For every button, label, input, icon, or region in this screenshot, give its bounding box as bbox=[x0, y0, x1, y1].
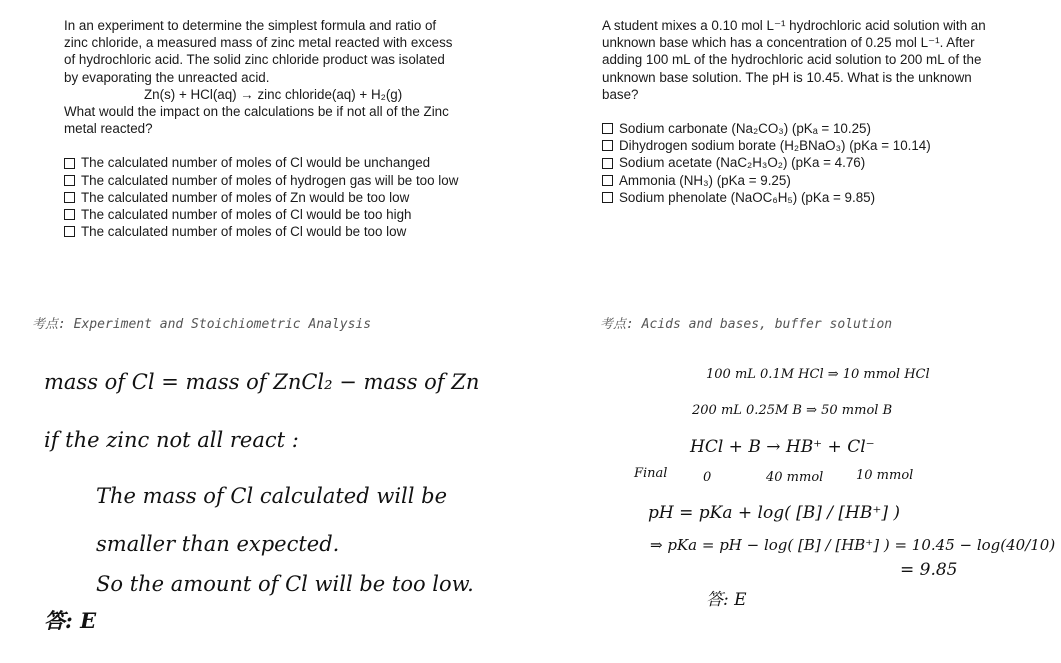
option-label: The calculated number of moles of Zn would be too low bbox=[81, 189, 410, 205]
pka-result: = 9.85 bbox=[900, 560, 958, 580]
left-prompt-line: What would the impact on the calculations be if not all of the Zinc bbox=[64, 104, 449, 120]
right-option[interactable] bbox=[602, 120, 1042, 137]
left-solution-line: mass of Cl = mass of ZnCl₂ − mass of Zn bbox=[44, 370, 480, 394]
checkbox-icon[interactable] bbox=[602, 158, 613, 169]
right-question bbox=[602, 17, 1042, 206]
left-question-line: of hydrochloric acid. The solid zinc chloride product was isolated bbox=[64, 52, 445, 68]
left-question-line: by evaporating the unreacted acid. bbox=[64, 69, 270, 85]
right-question-line: unknown base which has a concentration of 0.25 mol L⁻¹. After bbox=[602, 35, 975, 51]
left-prompt-line: metal reacted? bbox=[64, 121, 153, 137]
left-question-line: zinc chloride, a measured mass of zinc metal reacted with excess bbox=[64, 35, 453, 51]
checkbox-icon[interactable] bbox=[64, 226, 75, 237]
left-answer: 答: E bbox=[44, 608, 97, 633]
pka-calculation: ⇒ pKa = pH − log( [B] / [HB⁺] ) = 10.45 − log(40/10) bbox=[650, 536, 1056, 554]
checkbox-icon[interactable] bbox=[602, 192, 613, 203]
right-option[interactable] bbox=[602, 137, 1042, 154]
option-label: The calculated number of moles of Cl would be too high bbox=[81, 207, 412, 223]
checkbox-icon[interactable] bbox=[64, 192, 75, 203]
final-label: Final bbox=[634, 466, 668, 481]
right-question-line: adding 100 mL of the hydrochloric acid solution to 200 mL of the bbox=[602, 52, 982, 68]
right-option[interactable] bbox=[602, 172, 1042, 189]
option-label: Ammonia (NH₃) (pKa = 9.25) bbox=[619, 172, 791, 188]
right-question-line: A student mixes a 0.10 mol L⁻¹ hydrochloric acid solution with an bbox=[602, 18, 986, 33]
right-solution-row: 100 mL 0.1M HCl ⇒ 10 mmol HCl bbox=[706, 367, 930, 382]
right-reaction: HCl + B → HB⁺ + Cl⁻ bbox=[690, 437, 875, 457]
right-solution-row: 200 mL 0.25M B ⇒ 50 mmol B bbox=[692, 403, 893, 418]
right-answer: 答: E bbox=[706, 590, 747, 610]
option-label: The calculated number of moles of hydrogen gas will be too low bbox=[81, 172, 459, 188]
left-option[interactable] bbox=[64, 223, 504, 240]
option-label: The calculated number of moles of Cl would be too low bbox=[81, 224, 407, 240]
left-options bbox=[64, 154, 504, 240]
final-b: 40 mmol bbox=[766, 470, 824, 485]
option-label: Sodium phenolate (NaOC₆H₅) (pKa = 9.85) bbox=[619, 189, 876, 205]
left-option[interactable] bbox=[64, 172, 504, 189]
right-option[interactable] bbox=[602, 189, 1042, 206]
checkbox-icon[interactable] bbox=[602, 123, 613, 134]
checkbox-icon[interactable] bbox=[602, 140, 613, 151]
right-options bbox=[602, 120, 1042, 206]
left-option[interactable] bbox=[64, 206, 504, 223]
left-option[interactable] bbox=[64, 189, 504, 206]
right-option[interactable] bbox=[602, 154, 1042, 171]
checkbox-icon[interactable] bbox=[64, 158, 75, 169]
final-hb: 10 mmol bbox=[856, 468, 914, 483]
option-label: Sodium acetate (NaC₂H₃O₂) (pKa = 4.76) bbox=[619, 155, 866, 171]
right-topic: 考点: Acids and bases, buffer solution bbox=[600, 317, 893, 332]
left-solution-line: if the zinc not all react : bbox=[44, 428, 299, 452]
checkbox-icon[interactable] bbox=[64, 175, 75, 186]
option-label: The calculated number of moles of Cl would be unchanged bbox=[81, 155, 431, 171]
henderson-equation: pH = pKa + log( [B] / [HB⁺] ) bbox=[648, 503, 901, 523]
left-question bbox=[64, 17, 504, 240]
final-hcl: 0 bbox=[703, 470, 712, 485]
left-solution-line: smaller than expected. bbox=[96, 532, 340, 556]
checkbox-icon[interactable] bbox=[602, 175, 613, 186]
left-solution-line: So the amount of Cl will be too low. bbox=[96, 572, 474, 596]
left-solution-line: The mass of Cl calculated will be bbox=[96, 484, 448, 508]
checkbox-icon[interactable] bbox=[64, 209, 75, 220]
right-question-line: unknown base solution. The pH is 10.45. What is the unknown bbox=[602, 69, 972, 85]
right-question-line: base? bbox=[602, 86, 639, 102]
option-label: Dihydrogen sodium borate (H₂BNaO₃) (pKa = 10.14) bbox=[619, 138, 931, 154]
left-topic: 考点: Experiment and Stoichiometric Analysis bbox=[32, 317, 372, 332]
left-option[interactable] bbox=[64, 154, 504, 171]
option-label: Sodium carbonate (Na₂CO₃) (pKₐ = 10.25) bbox=[619, 121, 871, 137]
reaction-equation: Zn(s) + HCl(aq) → zinc chloride(aq) + H₂(g) bbox=[144, 86, 403, 102]
left-question-line: In an experiment to determine the simplest formula and ratio of bbox=[64, 18, 437, 33]
